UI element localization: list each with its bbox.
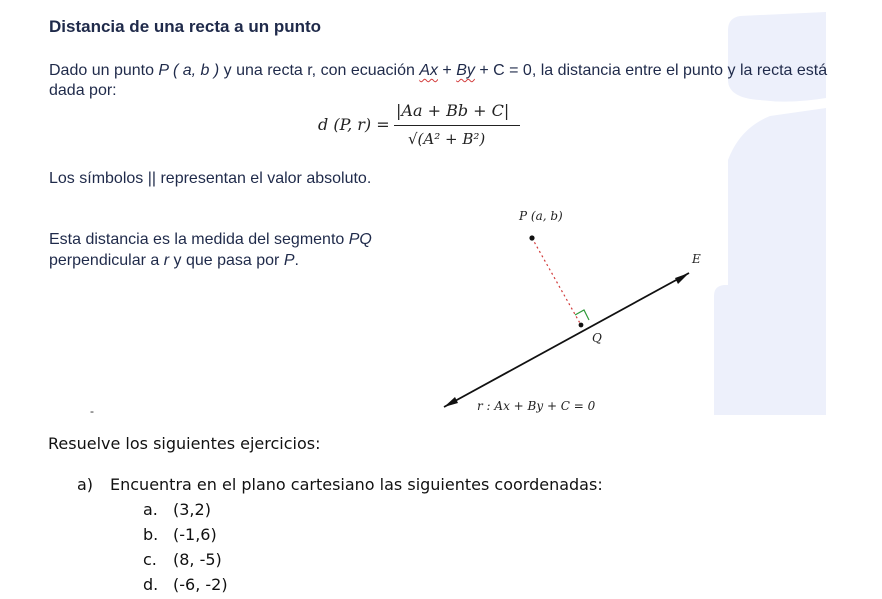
- page-heading: Distancia de una recta a un punto: [49, 17, 322, 36]
- fraction-bar: [394, 125, 520, 126]
- point-q: [579, 323, 584, 328]
- arrow-head-left: [444, 397, 458, 407]
- point-p: [529, 235, 534, 240]
- diagram-svg: [430, 200, 730, 425]
- list-item: a. (3,2): [143, 500, 211, 519]
- formula-denominator: √(A² + B²): [408, 130, 486, 148]
- exercise-a: [77, 475, 603, 494]
- list-item: b. (-1,6): [143, 525, 217, 544]
- label-point-e: E: [692, 252, 701, 266]
- equation-ax: Ax: [419, 62, 438, 79]
- list-item: d. (-6, -2): [143, 575, 228, 594]
- list-item: c. (8, -5): [143, 550, 222, 569]
- formula-numerator: |Aa + Bb + C|: [396, 101, 510, 120]
- line-r: [444, 273, 689, 407]
- label-point-p: P (a, b): [519, 209, 563, 223]
- segment-description: Esta distancia es la medida del segmento PQ perpendicular a r y que pasa por P.: [49, 231, 372, 269]
- label-line-equation: r : Ax + By + C = 0: [477, 399, 596, 413]
- exercises-intro: Resuelve los siguientes ejercicios:: [48, 434, 321, 453]
- stray-dash: -: [90, 404, 94, 418]
- label-point-q: Q: [592, 331, 602, 345]
- point-notation: P ( a, b ): [158, 62, 220, 79]
- formula-lhs: d (P, r) =: [318, 115, 390, 134]
- distance-diagram: [430, 200, 730, 425]
- right-angle-marker: [575, 310, 589, 320]
- perpendicular-segment: [532, 238, 581, 325]
- exercise-a-text: Encuentra en el plano cartesiano las siguientes coordenadas:: [110, 475, 603, 494]
- exercise-a-letter: a): [77, 475, 94, 494]
- intro-paragraph: Dado un punto P ( a, b ) y una recta r, con ecuación Ax + By + C = 0, la distancia entre el punto y la recta está dada por:: [49, 62, 828, 99]
- arrow-head-right: [675, 273, 689, 284]
- equation-by: By: [456, 62, 475, 79]
- symbols-note: Los símbolos || representan el valor absoluto.: [49, 170, 372, 187]
